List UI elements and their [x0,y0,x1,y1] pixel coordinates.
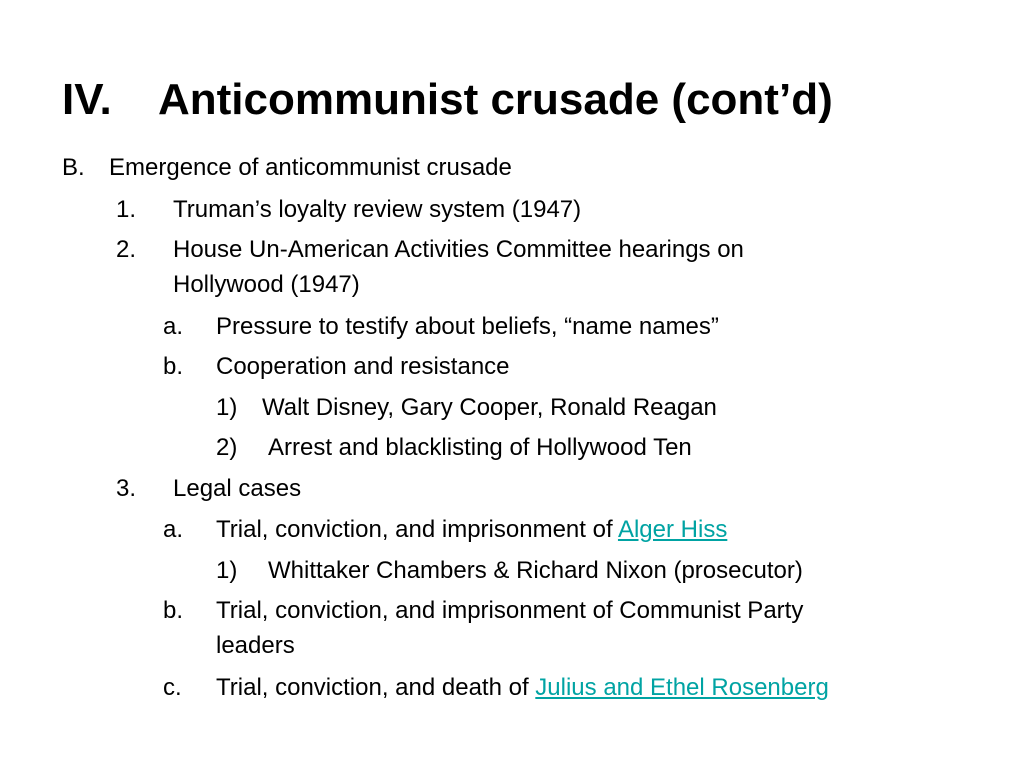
outline-text: Walt Disney, Gary Cooper, Ronald Reagan [262,394,717,421]
outline-text: leaders [216,632,295,659]
outline-text: Trial, conviction, and death of [216,674,536,701]
outline-marker: 1) [216,394,238,421]
outline-marker: B. [62,154,85,181]
outline-marker: 3. [116,475,137,502]
outline-marker: 1. [116,196,137,223]
outline-marker: a. [163,516,184,543]
alger-hiss-link[interactable]: Alger Hiss [617,516,728,543]
outline-text: Emergence of anticommunist crusade [109,154,512,181]
outline-text: Cooperation and resistance [216,353,510,380]
title-text: Anticommunist crusade (cont’d) [158,75,833,124]
outline-marker: a. [163,313,184,340]
outline-text: Arrest and blacklisting of Hollywood Ten [268,434,692,461]
outline-text: Truman’s loyalty review system (1947) [173,196,582,223]
outline-text: Trial, conviction, and imprisonment of Communist Party [216,597,804,624]
outline-marker: 2) [216,434,238,461]
title-number: IV. [62,75,112,124]
outline-text-wrapper [216,515,727,545]
outline-marker: b. [163,353,184,380]
outline-text: Legal cases [173,475,302,502]
outline-text: House Un-American Activities Committee hearings on [173,236,744,263]
outline-text: Whittaker Chambers & Richard Nixon (prosecutor) [268,557,803,584]
outline-text: Hollywood (1947) [173,271,360,298]
outline-marker: 2. [116,236,137,263]
outline-text: Trial, conviction, and imprisonment of [216,516,618,543]
rosenberg-link[interactable]: Julius and Ethel Rosenberg [535,674,829,701]
outline-text-wrapper [216,673,829,703]
outline-marker: c. [163,674,182,701]
outline-text: Pressure to testify about beliefs, “name names” [216,313,719,340]
outline-marker: b. [163,597,184,624]
outline-marker: 1) [216,557,238,584]
